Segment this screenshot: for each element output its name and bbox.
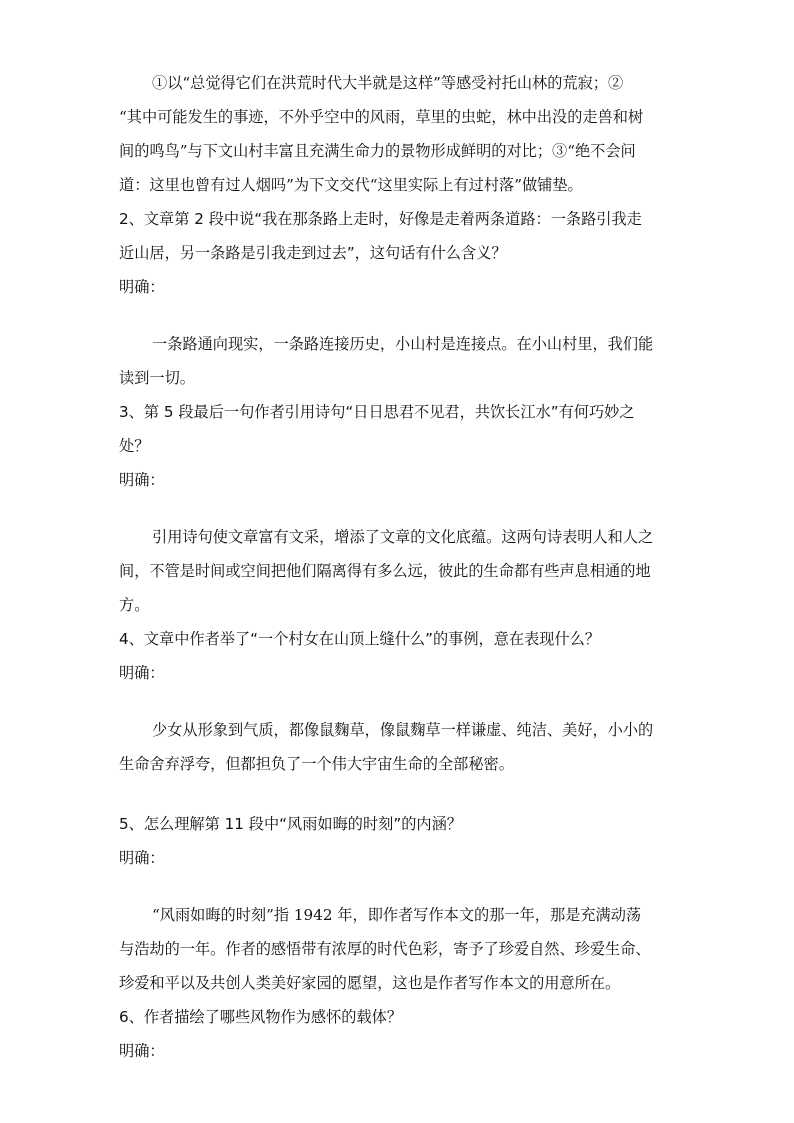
text-line: 与浩劫的一年。作者的感悟带有浓厚的时代色彩，寄予了珍爱自然、珍爱生命、 bbox=[119, 940, 651, 958]
text-line: 少女从形象到气质，都像鼠麴草，像鼠麴草一样谦虚、纯洁、美好，小小的 bbox=[152, 721, 654, 739]
question-line: 6、作者描绘了哪些风物作为感怀的载体？ bbox=[119, 1008, 403, 1026]
text-line: 引用诗句使文章富有文采，增添了文章的文化底蕴。这两句诗表明人和人之 bbox=[152, 528, 654, 546]
text-line: ①以“总觉得它们在洪荒时代大半就是这样”等感受衬托山林的荒寂；② bbox=[152, 74, 624, 92]
text-line: 珍爱和平以及共创人类美好家园的愿望，这也是作者写作本文的用意所在。 bbox=[119, 974, 621, 992]
question-line: 近山居，另一条路是引我走到过去”，这句话有什么含义？ bbox=[119, 244, 507, 262]
question-line: 2、文章第 2 段中说“我在那条路上走时，好像是走着两条道路：一条路引我走 bbox=[119, 210, 642, 228]
text-line: 间，不管是时间或空间把他们隔离得有多么远，彼此的生命都有些声息相通的地 bbox=[119, 562, 651, 580]
text-line: 一条路通向现实，一条路连接历史，小山村是连接点。在小山村里，我们能 bbox=[152, 335, 654, 353]
question-line: 处？ bbox=[119, 437, 150, 455]
text-line: 读到一切。 bbox=[119, 369, 195, 387]
text-line: 间的鸣鸟”与下文山村丰富且充满生命力的景物形成鲜明的对比；③“绝不会问 bbox=[119, 142, 636, 160]
question-line: 5、怎么理解第 11 段中“风雨如晦的时刻”的内涵？ bbox=[119, 815, 462, 833]
answer-label: 明确： bbox=[119, 1042, 165, 1060]
answer-label: 明确： bbox=[119, 471, 165, 489]
text-line: 方。 bbox=[119, 596, 150, 614]
text-line: “其中可能发生的事迹，不外乎空中的风雨，草里的虫蛇，林中出没的走兽和树 bbox=[119, 108, 644, 126]
text-line: 道：这里也曾有过人烟吗”为下文交代“这里实际上有过村落”做铺垫。 bbox=[119, 176, 583, 194]
answer-label: 明确： bbox=[119, 664, 165, 682]
answer-label: 明确： bbox=[119, 849, 165, 867]
question-line: 4、文章中作者举了“一个村女在山顶上缝什么”的事例，意在表现什么？ bbox=[119, 630, 601, 648]
text-line: “风雨如晦的时刻”指 1942 年，即作者写作本文的那一年，那是充满动荡 bbox=[152, 906, 642, 924]
question-line: 3、第 5 段最后一句作者引用诗句“日日思君不见君，共饮长江水”有何巧妙之 bbox=[119, 403, 635, 421]
answer-label: 明确： bbox=[119, 278, 165, 296]
text-line: 生命舍弃浮夸，但都担负了一个伟大宇宙生命的全部秘密。 bbox=[119, 755, 514, 773]
